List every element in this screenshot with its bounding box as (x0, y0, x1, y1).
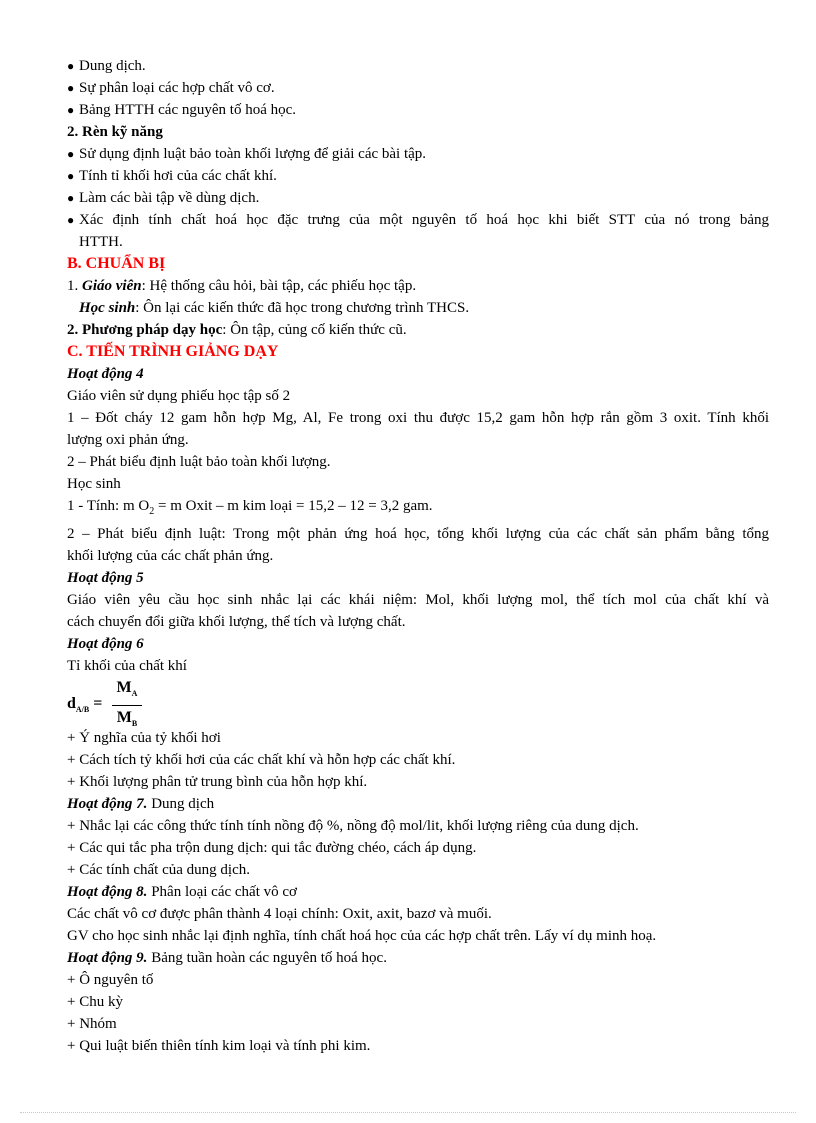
list-item (67, 143, 769, 165)
activity-9-title (67, 947, 769, 969)
activity-9-topic: Bảng tuần hoàn các nguyên tố hoá học. (147, 950, 387, 966)
activity-8-topic: Phân loại các chất vô cơ (147, 884, 297, 900)
activity-6-title: Hoạt động 6 (67, 636, 144, 652)
formula-d-sub: A/B (75, 705, 90, 715)
activity-8-line-1: Các chất vô cơ được phân thành 4 loại chính: Oxit, axit, bazơ và muối. (67, 906, 492, 922)
list-item: + Các tính chất của dung dịch. (67, 862, 250, 878)
list-item-text: Xác định tính chất hoá học đặc trưng của một nguyên tố hoá học khi biết STT của nó trong bảng (79, 212, 769, 228)
bullet-icon: ● (67, 81, 75, 95)
activity-7-label: Hoạt động 7. (67, 796, 148, 812)
bullet-icon: ● (67, 59, 75, 73)
activity-4-question-2: 2 – Phát biểu định luật bảo toàn khối lượng. (67, 454, 331, 470)
density-formula (67, 677, 769, 727)
activity-4-answer-2-cont: khối lượng của các chất phản ứng. (67, 548, 274, 564)
list-item: + Qui luật biến thiên tính kim loại và tính phi kim. (67, 1038, 371, 1054)
answer-1-post: = m Oxit – m kim loại = 15,2 – 12 = 3,2 gam. (154, 498, 433, 514)
list-item-continuation: HTTH. (79, 234, 123, 250)
activity-7-title (67, 793, 769, 815)
footer-divider (20, 1112, 796, 1113)
answer-1-pre: 1 - Tính: m O (67, 498, 150, 514)
activity-4-intro: Giáo viên sử dụng phiếu học tập số 2 (67, 388, 291, 404)
prep-number: 1. (67, 278, 82, 294)
formula-lhs (67, 693, 102, 721)
activity-4-question-1-cont: lượng oxi phản ứng. (67, 432, 189, 448)
prep-student (67, 297, 769, 319)
denominator-sub: B (131, 719, 138, 729)
method-text: : Ôn tập, củng cố kiến thức cũ. (222, 322, 407, 338)
section-c-heading: C. TIẾN TRÌNH GIẢNG DẠY (67, 343, 279, 360)
activity-4-answer-1 (67, 495, 769, 523)
teacher-text: : Hệ thống câu hỏi, bài tập, các phiếu học tập. (141, 278, 417, 294)
denominator-m: M (116, 709, 132, 727)
answer-1-sub: 2 (149, 506, 155, 517)
list-item (67, 77, 769, 99)
list-item: + Chu kỳ (67, 994, 123, 1010)
list-item (67, 209, 769, 231)
list-item: + Nhóm (67, 1016, 117, 1032)
student-label: Học sinh (79, 300, 136, 316)
bullet-icon: ● (67, 103, 75, 117)
list-item (67, 99, 769, 121)
method-label: 2. Phương pháp dạy học (67, 322, 223, 338)
bullet-icon: ● (67, 147, 75, 161)
list-item-text: Làm các bài tập về dùng dịch. (79, 190, 260, 206)
activity-6-intro: Tỉ khối của chất khí (67, 658, 187, 674)
formula-d: d (67, 695, 76, 712)
list-item: + Ý nghĩa của tỷ khối hơi (67, 730, 221, 746)
bullet-icon: ● (67, 213, 75, 227)
document-page (67, 55, 769, 1057)
prep-method (67, 319, 769, 341)
skills-heading: 2. Rèn kỹ năng (67, 124, 163, 140)
activity-9-label: Hoạt động 9. (67, 950, 148, 966)
list-item-text: Sự phân loại các hợp chất vô cơ. (79, 80, 275, 96)
list-item-text: Tính tỉ khối hơi của các chất khí. (79, 168, 277, 184)
activity-5-line-2: cách chuyển đổi giữa khối lượng, thể tích và lượng chất. (67, 614, 406, 630)
list-item: + Nhắc lại các công thức tính tính nồng độ %, nồng độ mol/lit, khối lượng riêng của dung dịch. (67, 818, 639, 834)
teacher-label: Giáo viên (82, 278, 142, 294)
numerator-sub: A (131, 689, 138, 699)
list-item (67, 55, 769, 77)
list-item-text: Dung dịch. (79, 58, 146, 74)
formula-fraction (112, 677, 142, 736)
list-item (67, 165, 769, 187)
activity-8-title (67, 881, 769, 903)
list-item (67, 187, 769, 209)
numerator-m: M (116, 679, 132, 696)
list-item: + Các qui tắc pha trộn dung dịch: qui tắc đường chéo, cách áp dụng. (67, 840, 477, 856)
activity-4-answer-2: 2 – Phát biểu định luật: Trong một phản ứng hoá học, tổng khối lượng của các chất sản phẩm bằng tổng (67, 526, 769, 542)
formula-denominator (112, 706, 142, 736)
activity-8-line-2: GV cho học sinh nhắc lại định nghĩa, tính chất hoá học của các hợp chất trên. Lấy ví dụ minh hoạ. (67, 928, 657, 944)
formula-numerator (112, 677, 142, 706)
student-text: : Ôn lại các kiến thức đã học trong chương trình THCS. (135, 300, 470, 316)
list-item: + Cách tích tỷ khối hơi của các chất khí và hỗn hợp các chất khí. (67, 752, 456, 768)
list-item: + Khối lượng phân tử trung bình của hỗn hợp khí. (67, 774, 368, 790)
activity-5-line-1: Giáo viên yêu cầu học sinh nhắc lại các khái niệm: Mol, khối lượng mol, thể tích mol của chất khí và (67, 592, 769, 608)
list-item-text: Bảng HTTH các nguyên tố hoá học. (79, 102, 297, 118)
activity-4-title: Hoạt động 4 (67, 366, 144, 382)
prep-teacher (67, 275, 769, 297)
activity-8-label: Hoạt động 8. (67, 884, 148, 900)
activity-4-student: Học sinh (67, 476, 121, 492)
activity-4-question-1: 1 – Đốt cháy 12 gam hỗn hợp Mg, Al, Fe trong oxi thu được 15,2 gam hỗn hợp rắn gồm 3 oxit. Tính khối (67, 410, 769, 426)
bullet-icon: ● (67, 169, 75, 183)
bullet-icon: ● (67, 191, 75, 205)
list-item: + Ô nguyên tố (67, 972, 154, 988)
activity-5-title: Hoạt động 5 (67, 570, 144, 586)
formula-equals: = (93, 695, 103, 712)
list-item-text: Sử dụng định luật bảo toàn khối lượng để giải các bài tập. (79, 146, 427, 162)
section-b-heading: B. CHUẨN BỊ (67, 255, 166, 272)
activity-7-topic: Dung dịch (147, 796, 215, 812)
